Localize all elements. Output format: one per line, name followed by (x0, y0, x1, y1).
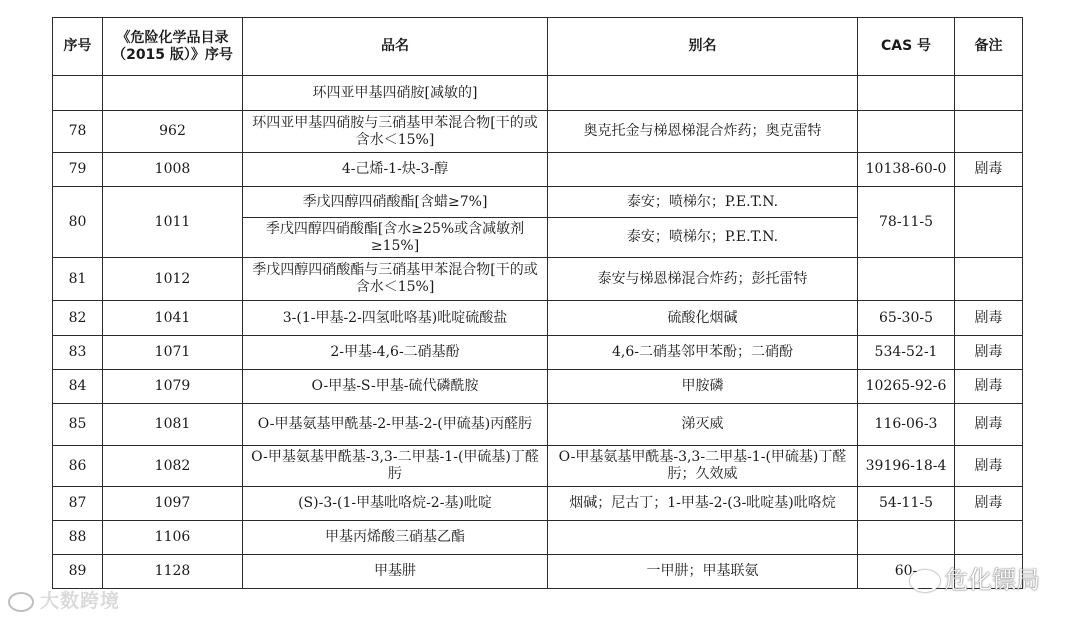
table-row (53, 487, 1023, 521)
table-row (53, 301, 1023, 336)
cell-catalog: 1097 (103, 487, 243, 521)
cell-alias (548, 153, 858, 187)
cell-seq (53, 76, 103, 111)
cell-catalog: 1106 (103, 521, 243, 555)
table-row (53, 521, 1023, 555)
hazardous-chemicals-table (52, 17, 1023, 589)
cell-catalog: 1012 (103, 258, 243, 301)
cell-note: 剧毒 (955, 370, 1023, 404)
cell-alias (548, 521, 858, 555)
cell-cas: 54-11-5 (858, 487, 955, 521)
cell-cas: 60- (858, 555, 955, 589)
cell-note (955, 187, 1023, 258)
header-product-name: 品名 (243, 18, 548, 76)
cell-name: O-甲基-S-甲基-硫代磷酰胺 (243, 370, 548, 404)
table-row (53, 370, 1023, 404)
header-seq: 序号 (53, 18, 103, 76)
cell-name: 甲基肼 (243, 555, 548, 589)
cell-note (955, 76, 1023, 111)
table-row (53, 336, 1023, 370)
watermark-right (910, 560, 1040, 595)
table-row (53, 555, 1023, 589)
cell-alias: 一甲肼；甲基联氨 (548, 555, 858, 589)
cell-note: 剧毒 (955, 404, 1023, 446)
cell-alias: 烟碱；尼古丁；1-甲基-2-(3-吡啶基)吡咯烷 (548, 487, 858, 521)
table-row (53, 111, 1023, 153)
cell-catalog: 1041 (103, 301, 243, 336)
cell-catalog (103, 76, 243, 111)
cell-note: 剧毒 (955, 153, 1023, 187)
cell-alias: 4,6-二硝基邻甲苯酚；二硝酚 (548, 336, 858, 370)
cell-cas: 78-11-5 (858, 187, 955, 258)
cell-alias: 奥克托金与梯恩梯混合炸药；奥克雷特 (548, 111, 858, 153)
cell-cas: 10265-92-6 (858, 370, 955, 404)
cell-cas: 39196-18-4 (858, 446, 955, 487)
cell-name: O-甲基氨基甲酰基-3,3-二甲基-1-(甲硫基)丁醛肟 (243, 446, 548, 487)
cell-catalog: 1128 (103, 555, 243, 589)
cell-alias: O-甲基氨基甲酰基-3,3-二甲基-1-(甲硫基)丁醛肟；久效威 (548, 446, 858, 487)
cell-catalog: 1011 (103, 187, 243, 258)
cell-seq: 81 (53, 258, 103, 301)
cell-name: 季戊四醇四硝酸酯[含水≥25%或含减敏剂≥15%] (243, 218, 548, 258)
cell-seq: 78 (53, 111, 103, 153)
cell-name: 4-己烯-1-炔-3-醇 (243, 153, 548, 187)
table-row (53, 446, 1023, 487)
cell-seq: 86 (53, 446, 103, 487)
cell-catalog: 1071 (103, 336, 243, 370)
cell-cas (858, 521, 955, 555)
cell-name: 季戊四醇四硝酸酯[含蜡≥7%] (243, 187, 548, 218)
table-row (53, 153, 1023, 187)
table-row (53, 76, 1023, 111)
header-cas: CAS 号 (858, 18, 955, 76)
cell-seq: 85 (53, 404, 103, 446)
header-alias: 别名 (548, 18, 858, 76)
chemical-table-container (52, 17, 1023, 589)
cell-seq: 87 (53, 487, 103, 521)
cell-catalog: 1079 (103, 370, 243, 404)
wechat-icon (910, 570, 940, 592)
cell-cas (858, 76, 955, 111)
cell-alias (548, 76, 858, 111)
cell-alias: 涕灭威 (548, 404, 858, 446)
cell-alias: 泰安与梯恩梯混合炸药；彭托雷特 (548, 258, 858, 301)
cell-catalog: 1008 (103, 153, 243, 187)
cell-note (955, 111, 1023, 153)
cell-cas: 10138-60-0 (858, 153, 955, 187)
cell-catalog: 962 (103, 111, 243, 153)
cell-seq: 83 (53, 336, 103, 370)
cell-alias: 泰安；喷梯尔；P.E.T.N. (548, 187, 858, 218)
cell-seq: 79 (53, 153, 103, 187)
cell-seq: 80 (53, 187, 103, 258)
cell-catalog: 1081 (103, 404, 243, 446)
cell-name: 季戊四醇四硝酸酯与三硝基甲苯混合物[干的或含水＜15%] (243, 258, 548, 301)
cell-note: 剧毒 (955, 446, 1023, 487)
cell-seq: 88 (53, 521, 103, 555)
cell-note: 剧毒 (955, 336, 1023, 370)
header-catalog-number: 《危险化学品目录（2015 版）》序号 (103, 18, 243, 76)
cell-name: O-甲基氨基甲酰基-2-甲基-2-(甲硫基)丙醛肟 (243, 404, 548, 446)
cell-seq: 89 (53, 555, 103, 589)
watermark-right-text: 危化镖局 (944, 566, 1040, 594)
cell-name: 环四亚甲基四硝胺[减敏的] (243, 76, 548, 111)
cell-alias: 泰安；喷梯尔；P.E.T.N. (548, 218, 858, 258)
cell-alias: 硫酸化烟碱 (548, 301, 858, 336)
cell-name: 甲基丙烯酸三硝基乙酯 (243, 521, 548, 555)
cell-seq: 84 (53, 370, 103, 404)
table-row (53, 187, 1023, 218)
cell-name: (S)-3-(1-甲基吡咯烷-2-基)吡啶 (243, 487, 548, 521)
cell-note (955, 258, 1023, 301)
cell-cas (858, 111, 955, 153)
watermark-left-text: 大数跨境 (40, 590, 121, 612)
cell-name: 2-甲基-4,6-二硝基酚 (243, 336, 548, 370)
cell-seq: 82 (53, 301, 103, 336)
cell-cas: 534-52-1 (858, 336, 955, 370)
watermark-logo-icon (8, 592, 34, 612)
cell-note (955, 521, 1023, 555)
cell-catalog: 1082 (103, 446, 243, 487)
table-row (53, 404, 1023, 446)
cell-alias: 甲胺磷 (548, 370, 858, 404)
header-row (53, 18, 1023, 76)
cell-name: 3-(1-甲基-2-四氢吡咯基)吡啶硫酸盐 (243, 301, 548, 336)
cell-cas: 65-30-5 (858, 301, 955, 336)
cell-note: 剧毒 (955, 301, 1023, 336)
cell-name: 环四亚甲基四硝胺与三硝基甲苯混合物[干的或含水＜15%] (243, 111, 548, 153)
cell-cas: 116-06-3 (858, 404, 955, 446)
cell-note: 剧毒 (955, 487, 1023, 521)
header-note: 备注 (955, 18, 1023, 76)
cell-cas (858, 258, 955, 301)
table-row (53, 258, 1023, 301)
watermark-left (8, 586, 120, 613)
